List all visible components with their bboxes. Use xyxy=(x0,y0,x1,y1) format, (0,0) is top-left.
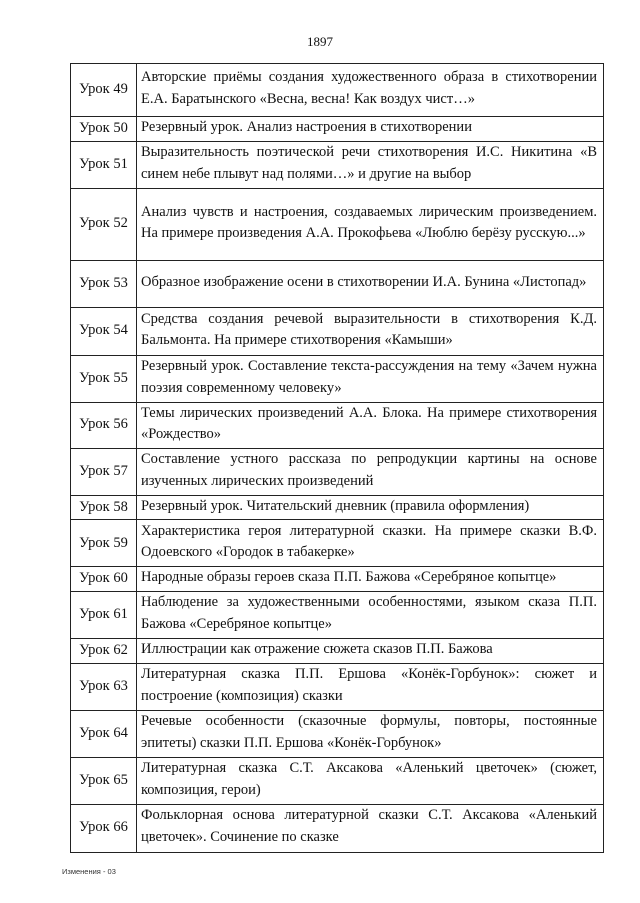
footer-revision: Изменения - 03 xyxy=(62,867,116,876)
lesson-number: Урок 53 xyxy=(71,260,137,307)
lesson-topic: Фольклорная основа литературной сказки С.Т. Аксакова «Аленький цветочек». Сочинение по сказке xyxy=(137,804,604,852)
lesson-number: Урок 63 xyxy=(71,663,137,710)
table-row xyxy=(71,64,604,117)
table-row xyxy=(71,141,604,188)
lesson-topic: Образное изображение осени в стихотворении И.А. Бунина «Листопад» xyxy=(137,260,604,307)
table-row xyxy=(71,757,604,804)
lesson-topic: Иллюстрации как отражение сюжета сказов П.П. Бажова xyxy=(137,638,604,663)
lesson-topic: Выразительность поэтической речи стихотворения И.С. Никитина «В синем небе плывут над полями…» и другие на выбор xyxy=(137,141,604,188)
lessons-table-body xyxy=(71,64,604,853)
lesson-topic: Народные образы героев сказа П.П. Бажова «Серебряное копытце» xyxy=(137,567,604,592)
lesson-number: Урок 62 xyxy=(71,638,137,663)
lesson-topic: Резервный урок. Анализ настроения в стихотворении xyxy=(137,117,604,142)
lesson-topic: Речевые особенности (сказочные формулы, повторы, постоянные эпитеты) сказки П.П. Ершова «Конёк-Горбунок» xyxy=(137,710,604,757)
table-row xyxy=(71,188,604,260)
lessons-table xyxy=(70,63,604,853)
lesson-number: Урок 49 xyxy=(71,64,137,117)
lesson-topic: Литературная сказка П.П. Ершова «Конёк-Горбунок»: сюжет и построение (композиция) сказки xyxy=(137,663,604,710)
lesson-topic: Анализ чувств и настроения, создаваемых лирическим произведением. На примере произведения А.А. Прокофьева «Люблю берёзу русскую...» xyxy=(137,188,604,260)
lesson-topic: Средства создания речевой выразительности в стихотворения К.Д. Бальмонта. На примере стихотворения «Камыши» xyxy=(137,307,604,355)
table-row xyxy=(71,520,604,567)
table-row xyxy=(71,495,604,520)
lesson-number: Урок 55 xyxy=(71,355,137,402)
lesson-number: Урок 58 xyxy=(71,495,137,520)
lesson-topic: Наблюдение за художественными особенностями, языком сказа П.П. Бажова «Серебряное копытце» xyxy=(137,591,604,638)
table-row xyxy=(71,638,604,663)
lesson-number: Урок 52 xyxy=(71,188,137,260)
lesson-topic: Авторские приёмы создания художественного образа в стихотворении Е.А. Баратынского «Весна, весна! Как воздух чист…» xyxy=(137,64,604,117)
lesson-topic: Резервный урок. Читательский дневник (правила оформления) xyxy=(137,495,604,520)
lesson-number: Урок 60 xyxy=(71,567,137,592)
table-row xyxy=(71,355,604,402)
lesson-number: Урок 64 xyxy=(71,710,137,757)
table-row xyxy=(71,260,604,307)
table-row xyxy=(71,307,604,355)
table-row xyxy=(71,804,604,852)
lesson-number: Урок 57 xyxy=(71,448,137,495)
lesson-number: Урок 61 xyxy=(71,591,137,638)
table-row xyxy=(71,591,604,638)
lesson-topic: Составление устного рассказа по репродукции картины на основе изученных лирических произведений xyxy=(137,448,604,495)
lesson-topic: Характеристика героя литературной сказки. На примере сказки В.Ф. Одоевского «Городок в табакерке» xyxy=(137,520,604,567)
table-row xyxy=(71,710,604,757)
table-row xyxy=(71,448,604,495)
lesson-number: Урок 66 xyxy=(71,804,137,852)
lesson-topic: Резервный урок. Составление текста-рассуждения на тему «Зачем нужна поэзия современному человеку» xyxy=(137,355,604,402)
lesson-number: Урок 51 xyxy=(71,141,137,188)
lesson-topic: Литературная сказка С.Т. Аксакова «Аленький цветочек» (сюжет, композиция, герои) xyxy=(137,757,604,804)
lesson-number: Урок 56 xyxy=(71,402,137,448)
lesson-number: Урок 54 xyxy=(71,307,137,355)
lesson-topic: Темы лирических произведений А.А. Блока. На примере стихотворения «Рождество» xyxy=(137,402,604,448)
table-row xyxy=(71,117,604,142)
table-row xyxy=(71,663,604,710)
lesson-number: Урок 65 xyxy=(71,757,137,804)
page-number: 1897 xyxy=(307,34,333,49)
table-row xyxy=(71,567,604,592)
table-row xyxy=(71,402,604,448)
lesson-number: Урок 50 xyxy=(71,117,137,142)
lesson-number: Урок 59 xyxy=(71,520,137,567)
